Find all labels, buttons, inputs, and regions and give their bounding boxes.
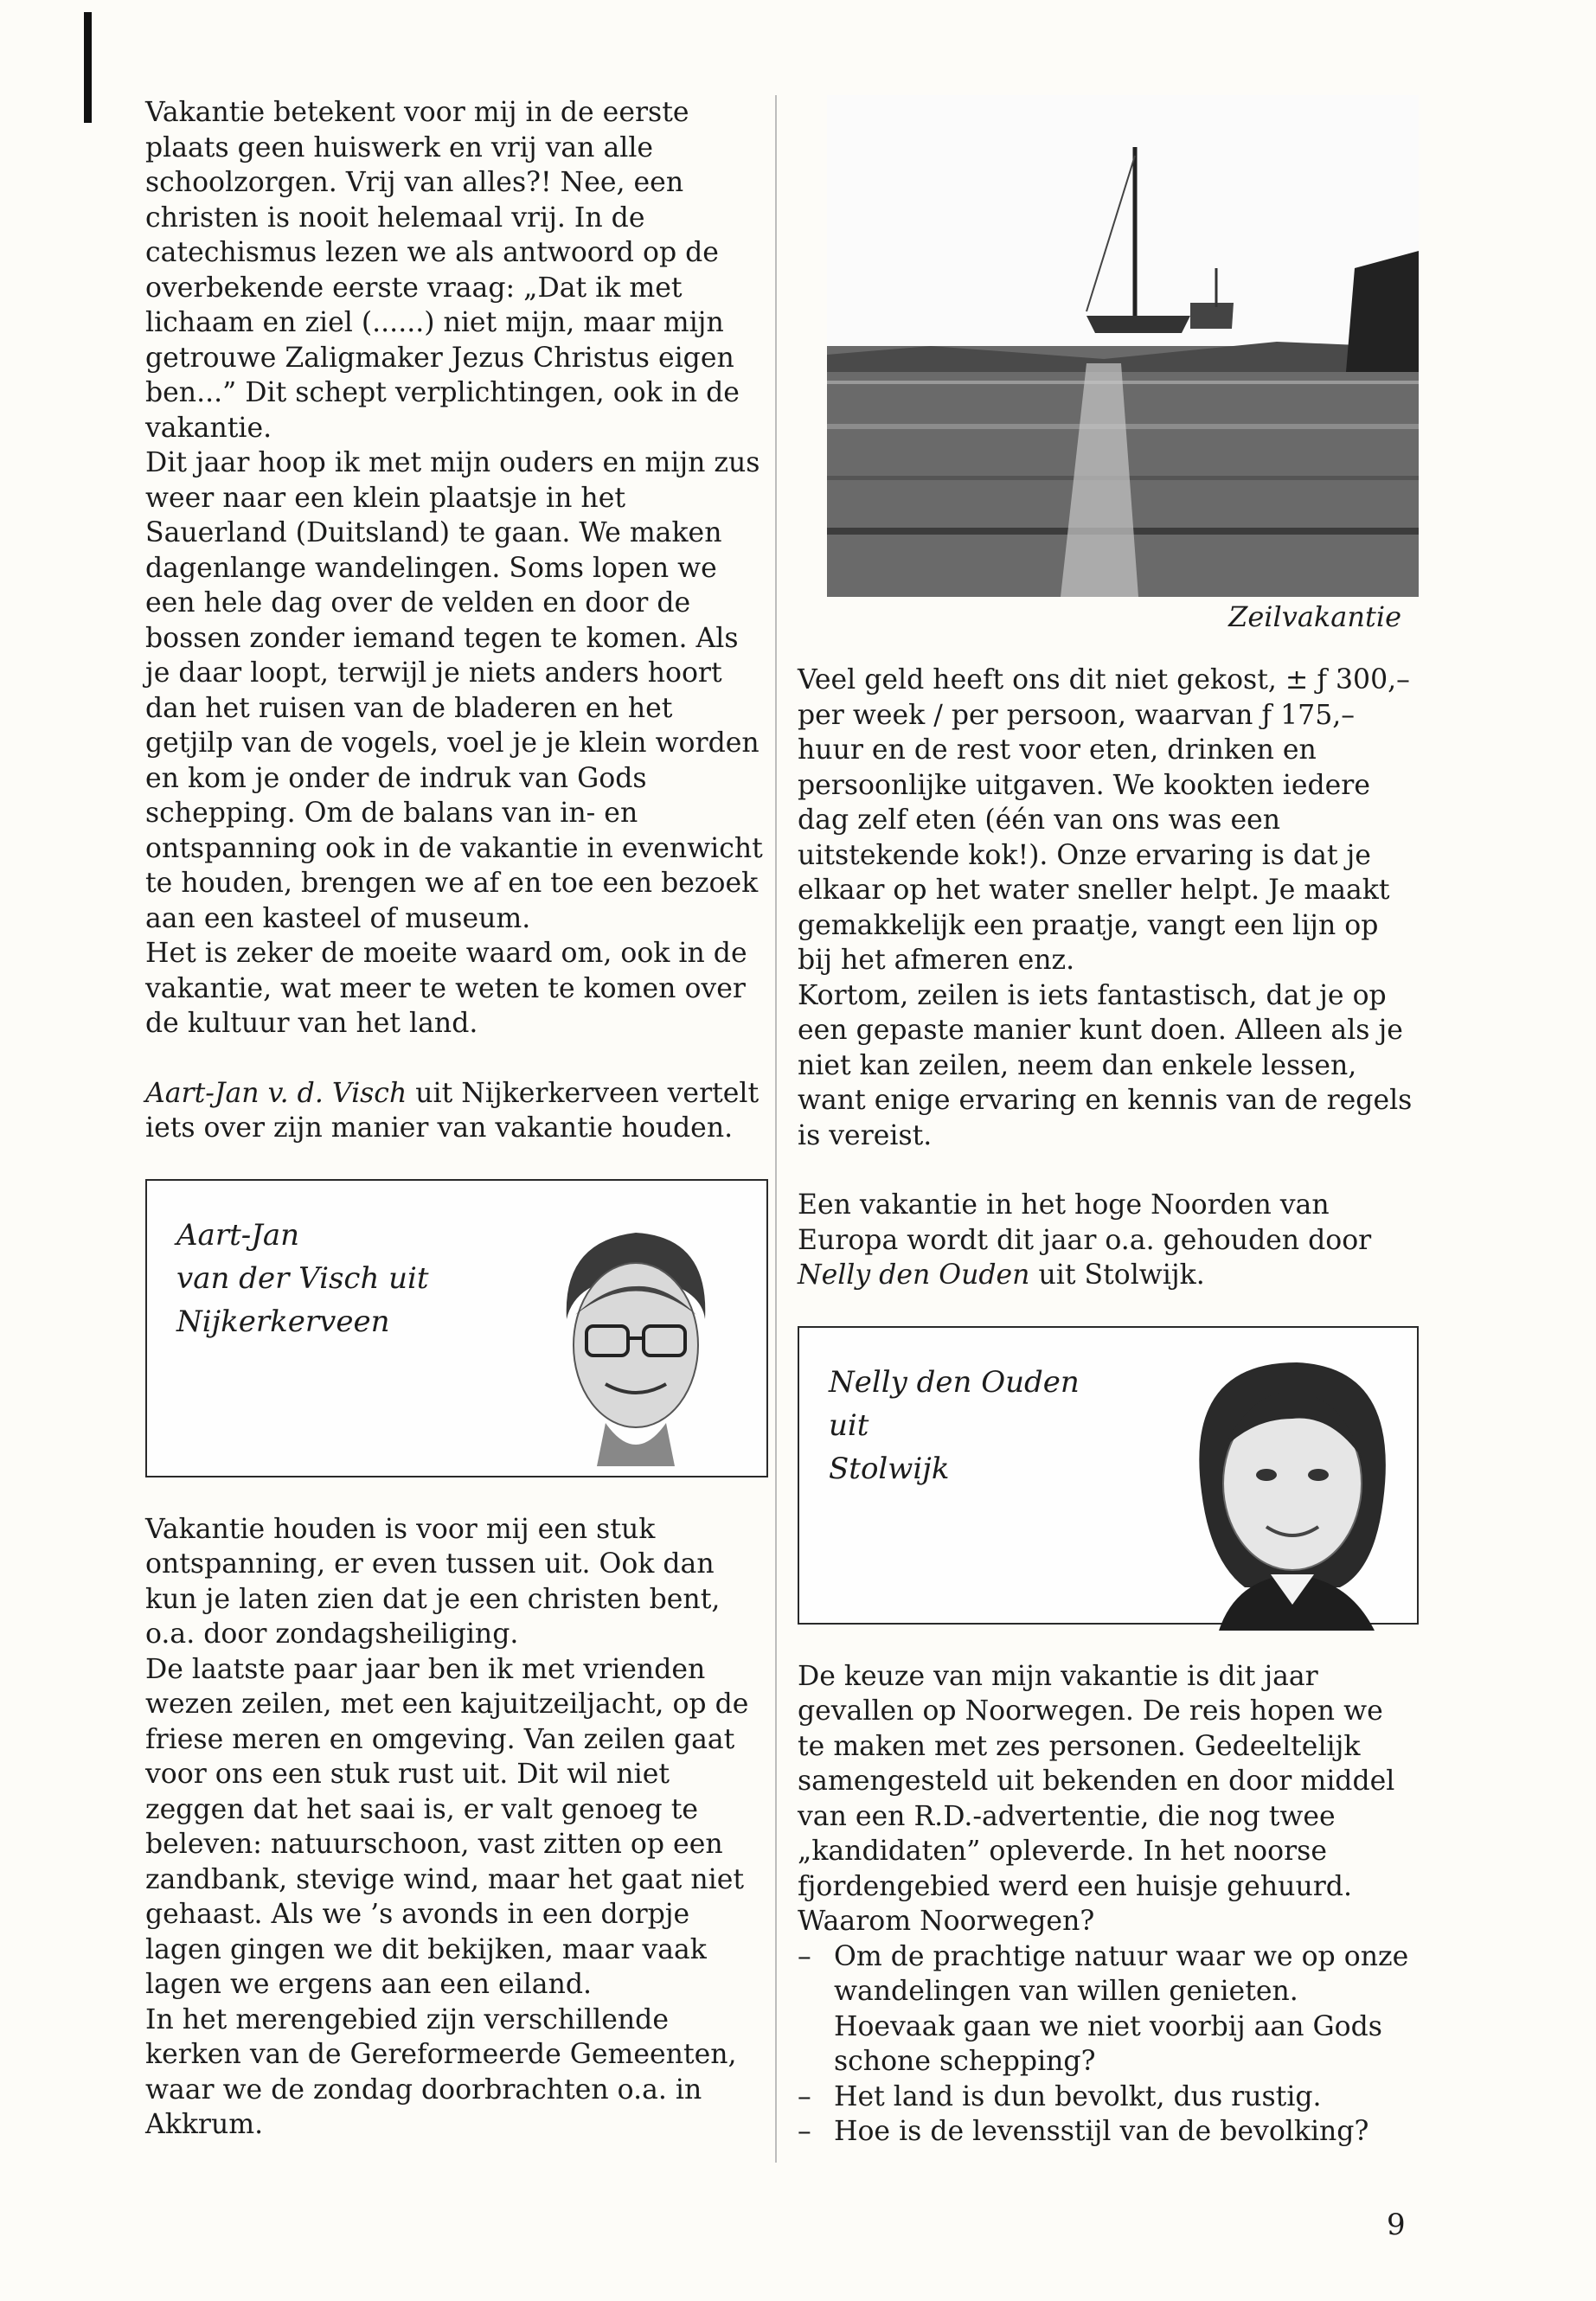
right-column bbox=[798, 95, 1419, 2150]
byline-line: Nijkerkerveen bbox=[176, 1304, 390, 1339]
dash-marker: – bbox=[798, 2116, 811, 2147]
byline-line: Aart-Jan bbox=[176, 1217, 300, 1253]
page-number: 9 bbox=[1387, 2208, 1406, 2242]
intro-nelly-after: uit Stolwijk. bbox=[1029, 1259, 1205, 1291]
byline-line: uit bbox=[829, 1407, 869, 1443]
paragraph-zeilen: De laatste paar jaar ben ik met vrienden wezen zeilen, met een kajuitzeiljacht, op de friese meren en omgeving. Van zeilen gaat voor ons een stuk rust uit. Dit wil niet zeggen dat het saai is, er valt genoeg te beleven: natuurschoon, vast zitten op een zandbank, stevige wind, maar het gaat niet gehaast. Als we ’s avonds in een dorpje lagen gingen we dit bekijken, maar vaak lagen we ergens aan een eiland. bbox=[145, 1653, 749, 2000]
byline-name-nelly bbox=[829, 1361, 1080, 1490]
intro-aart-jan-rest: uit Nijkerkerveen vertelt iets over zijn manier van vakantie houden. bbox=[145, 1077, 760, 1144]
page-edge-mark bbox=[84, 12, 92, 123]
list-item bbox=[798, 2080, 1419, 2115]
intro-nelly bbox=[798, 1188, 1419, 1293]
list-item bbox=[798, 2114, 1419, 2150]
intro-nelly-name: Nelly den Ouden bbox=[798, 1259, 1030, 1291]
portrait-aart-jan bbox=[528, 1215, 744, 1466]
dash-marker: – bbox=[798, 1940, 811, 1972]
paragraph-kortom: Kortom, zeilen is iets fantastisch, dat je op een gepaste manier kunt doen. Alleen als je niet kan zeilen, neem dan enkele lessen, want enige ervaring en kennis van de regels is vereist. bbox=[798, 979, 1413, 1151]
paragraph-kosten: Veel geld heeft ons dit niet gekost, ± ƒ 300,– per week / per persoon, waarvan ƒ 175,– huur en de rest voor eten, drinken en persoonlijke uitgaven. We kookten iedere dag zelf eten (één van ons was een uitstekende kok!). Onze ervaring is dat je elkaar op het water sneller helpt. Je maakt gemakkelijk een praatje, vangt een lijn op bij het afmeren enz. bbox=[798, 664, 1410, 976]
left-column bbox=[145, 95, 768, 2143]
paragraph-merengebied: In het merengebied zijn verschillende kerken van de Gereformeerde Gemeenten, waar we de zondag doorbrachten o.a. in Akkrum. bbox=[145, 2003, 737, 2140]
byline-line: Stolwijk bbox=[829, 1451, 950, 1486]
paragraph-vakantie-houden: Vakantie houden is voor mij een stuk ontspanning, er even tussen uit. Ook dan kun je laten zien dat je een christen bent, o.a. door zondagsheiliging. bbox=[145, 1513, 721, 1650]
photo-sailing bbox=[798, 95, 1419, 631]
portrait-nelly bbox=[1167, 1345, 1409, 1631]
list-item bbox=[798, 1939, 1419, 2080]
dash-marker: – bbox=[798, 2080, 811, 2112]
paragraph-sauerland: Dit jaar hoop ik met mijn ouders en mijn zus weer naar een klein plaatsje in het Sauerland (Duitsland) te gaan. We maken dagenlange wandelingen. Soms lopen we een hele dag over de velden en door de bossen zonder iemand tegen te komen. Als je daar loopt, terwijl je niets anders hoort dan het ruisen van de bladeren en het getjilp van de vogels, voel je je klein worden en kom je onder de indruk van Gods schepping. Om de balans van in- en ontspanning ook in de vakantie in evenwicht te houden, brengen we af en toe een bezoek aan een kasteel of museum. bbox=[145, 447, 763, 934]
paragraph-noorwegen: De keuze van mijn vakantie is dit jaar gevallen op Noorwegen. De reis hopen we te maken met zes personen. Gedeeltelijk samengesteld uit bekenden en door middel van een R.D.-advertentie, die nog twee „kandidaten” opleverde. In het noorse fjordengebied werd een huisje gehuurd. bbox=[798, 1660, 1395, 1902]
byline-box-nelly bbox=[798, 1326, 1419, 1625]
paragraph-vakantie-betekent: Vakantie betekent voor mij in de eerste plaats geen huiswerk en vrij van alle schoolzorgen. Vrij van alles?! Nee, een christen is nooit helemaal vrij. In de catechismus lezen we als antwoord op de overbekende eerste vraag: „Dat ik met lichaam en ziel (......) niet mijn, maar mijn getrouwe Zaligmaker Jezus Christus eigen ben...” Dit schept verplichtingen, ook in de vakantie. bbox=[145, 97, 740, 444]
list-item-text: Om de prachtige natuur waar we op onze wandelingen van willen genieten. Hoevaak gaan we niet voorbij aan Gods schone schepping? bbox=[834, 1940, 1409, 2077]
photo-caption: Zeilvakantie bbox=[1228, 600, 1401, 633]
intro-nelly-before: Een vakantie in het hoge Noorden van Europa wordt dit jaar o.a. gehouden door bbox=[798, 1189, 1372, 1256]
paragraph-kultuur: Het is zeker de moeite waard om, ook in de vakantie, wat meer te weten te komen over de kultuur van het land. bbox=[145, 938, 747, 1039]
byline-box-aart-jan bbox=[145, 1179, 768, 1477]
list-item-text: Het land is dun bevolkt, dus rustig. bbox=[834, 2080, 1322, 2112]
question-waarom: Waarom Noorwegen? bbox=[798, 1906, 1095, 1937]
byline-line: van der Visch uit bbox=[176, 1260, 429, 1296]
reasons-list bbox=[798, 1939, 1419, 2150]
sailboat-photo bbox=[827, 95, 1419, 597]
column-divider bbox=[775, 95, 777, 2163]
byline-line: Nelly den Ouden bbox=[829, 1364, 1080, 1400]
byline-name-aart-jan bbox=[176, 1214, 429, 1343]
list-item-text: Hoe is de levensstijl van de bevolking? bbox=[834, 2116, 1369, 2147]
intro-aart-jan-name: Aart-Jan v. d. Visch bbox=[145, 1077, 407, 1109]
intro-aart-jan bbox=[145, 1076, 768, 1146]
